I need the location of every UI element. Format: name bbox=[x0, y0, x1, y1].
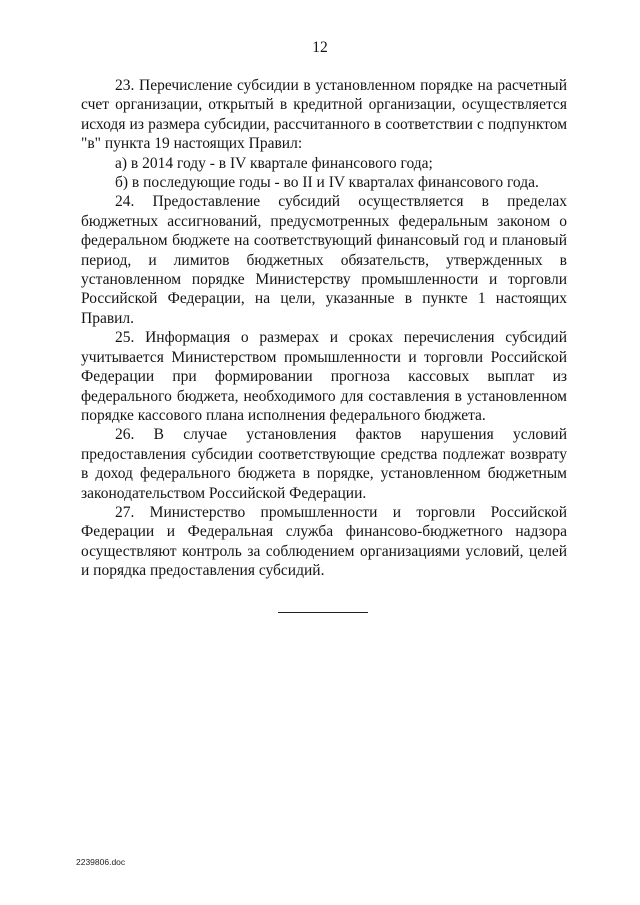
paragraph-23: 23. Перечисление субсидии в установленном порядке на расчетный счет организации, открытый в кредитной организации, осуществляется исходя из размера субсидии, рассчитанного в соответствии с подпунктом "в" пункта 19 настоящих Правил: bbox=[81, 77, 567, 153]
document-body bbox=[81, 76, 567, 581]
document-file-id: 2239806.doc bbox=[76, 857, 126, 867]
page-number: 12 bbox=[312, 39, 328, 56]
paragraph-26: 26. В случае установления фактов нарушения условий предоставления субсидии соответствующие средства подлежат возврату в доход федерального бюджета в порядке, установленном бюджетным законодательством Российской Федерации. bbox=[81, 426, 567, 502]
paragraph-25: 25. Информация о размерах и сроках перечисления субсидий учитывается Министерством промышленности и торговли Российской Федерации при формировании прогноза кассовых выплат из федерального бюджета, необходимого для составления в установленном порядке кассового плана исполнения федерального бюджета. bbox=[81, 329, 567, 424]
closing-divider bbox=[278, 612, 368, 613]
list-item-b: б) в последующие годы - во II и IV кварталах финансового года. bbox=[115, 174, 539, 192]
paragraph-27: 27. Министерство промышленности и торговли Российской Федерации и Федеральная служба финансово-бюджетного надзора осуществляют контроль за соблюдением организациями условий, целей и порядка предоставления субсидий. bbox=[81, 503, 567, 580]
list-item-a: а) в 2014 году - в IV квартале финансового года; bbox=[115, 154, 433, 172]
paragraph-24: 24. Предоставление субсидий осуществляется в пределах бюджетных ассигнований, предусмотренных федеральным законом о федеральном бюджете на соответствующий финансовый год и плановый период, и лимитов бюджетных обязательств, утвержденных в установленном порядке Министерству промышленности и торговли Российской Федерации, на цели, указанные в пункте 1 настоящих Правил. bbox=[81, 193, 567, 327]
